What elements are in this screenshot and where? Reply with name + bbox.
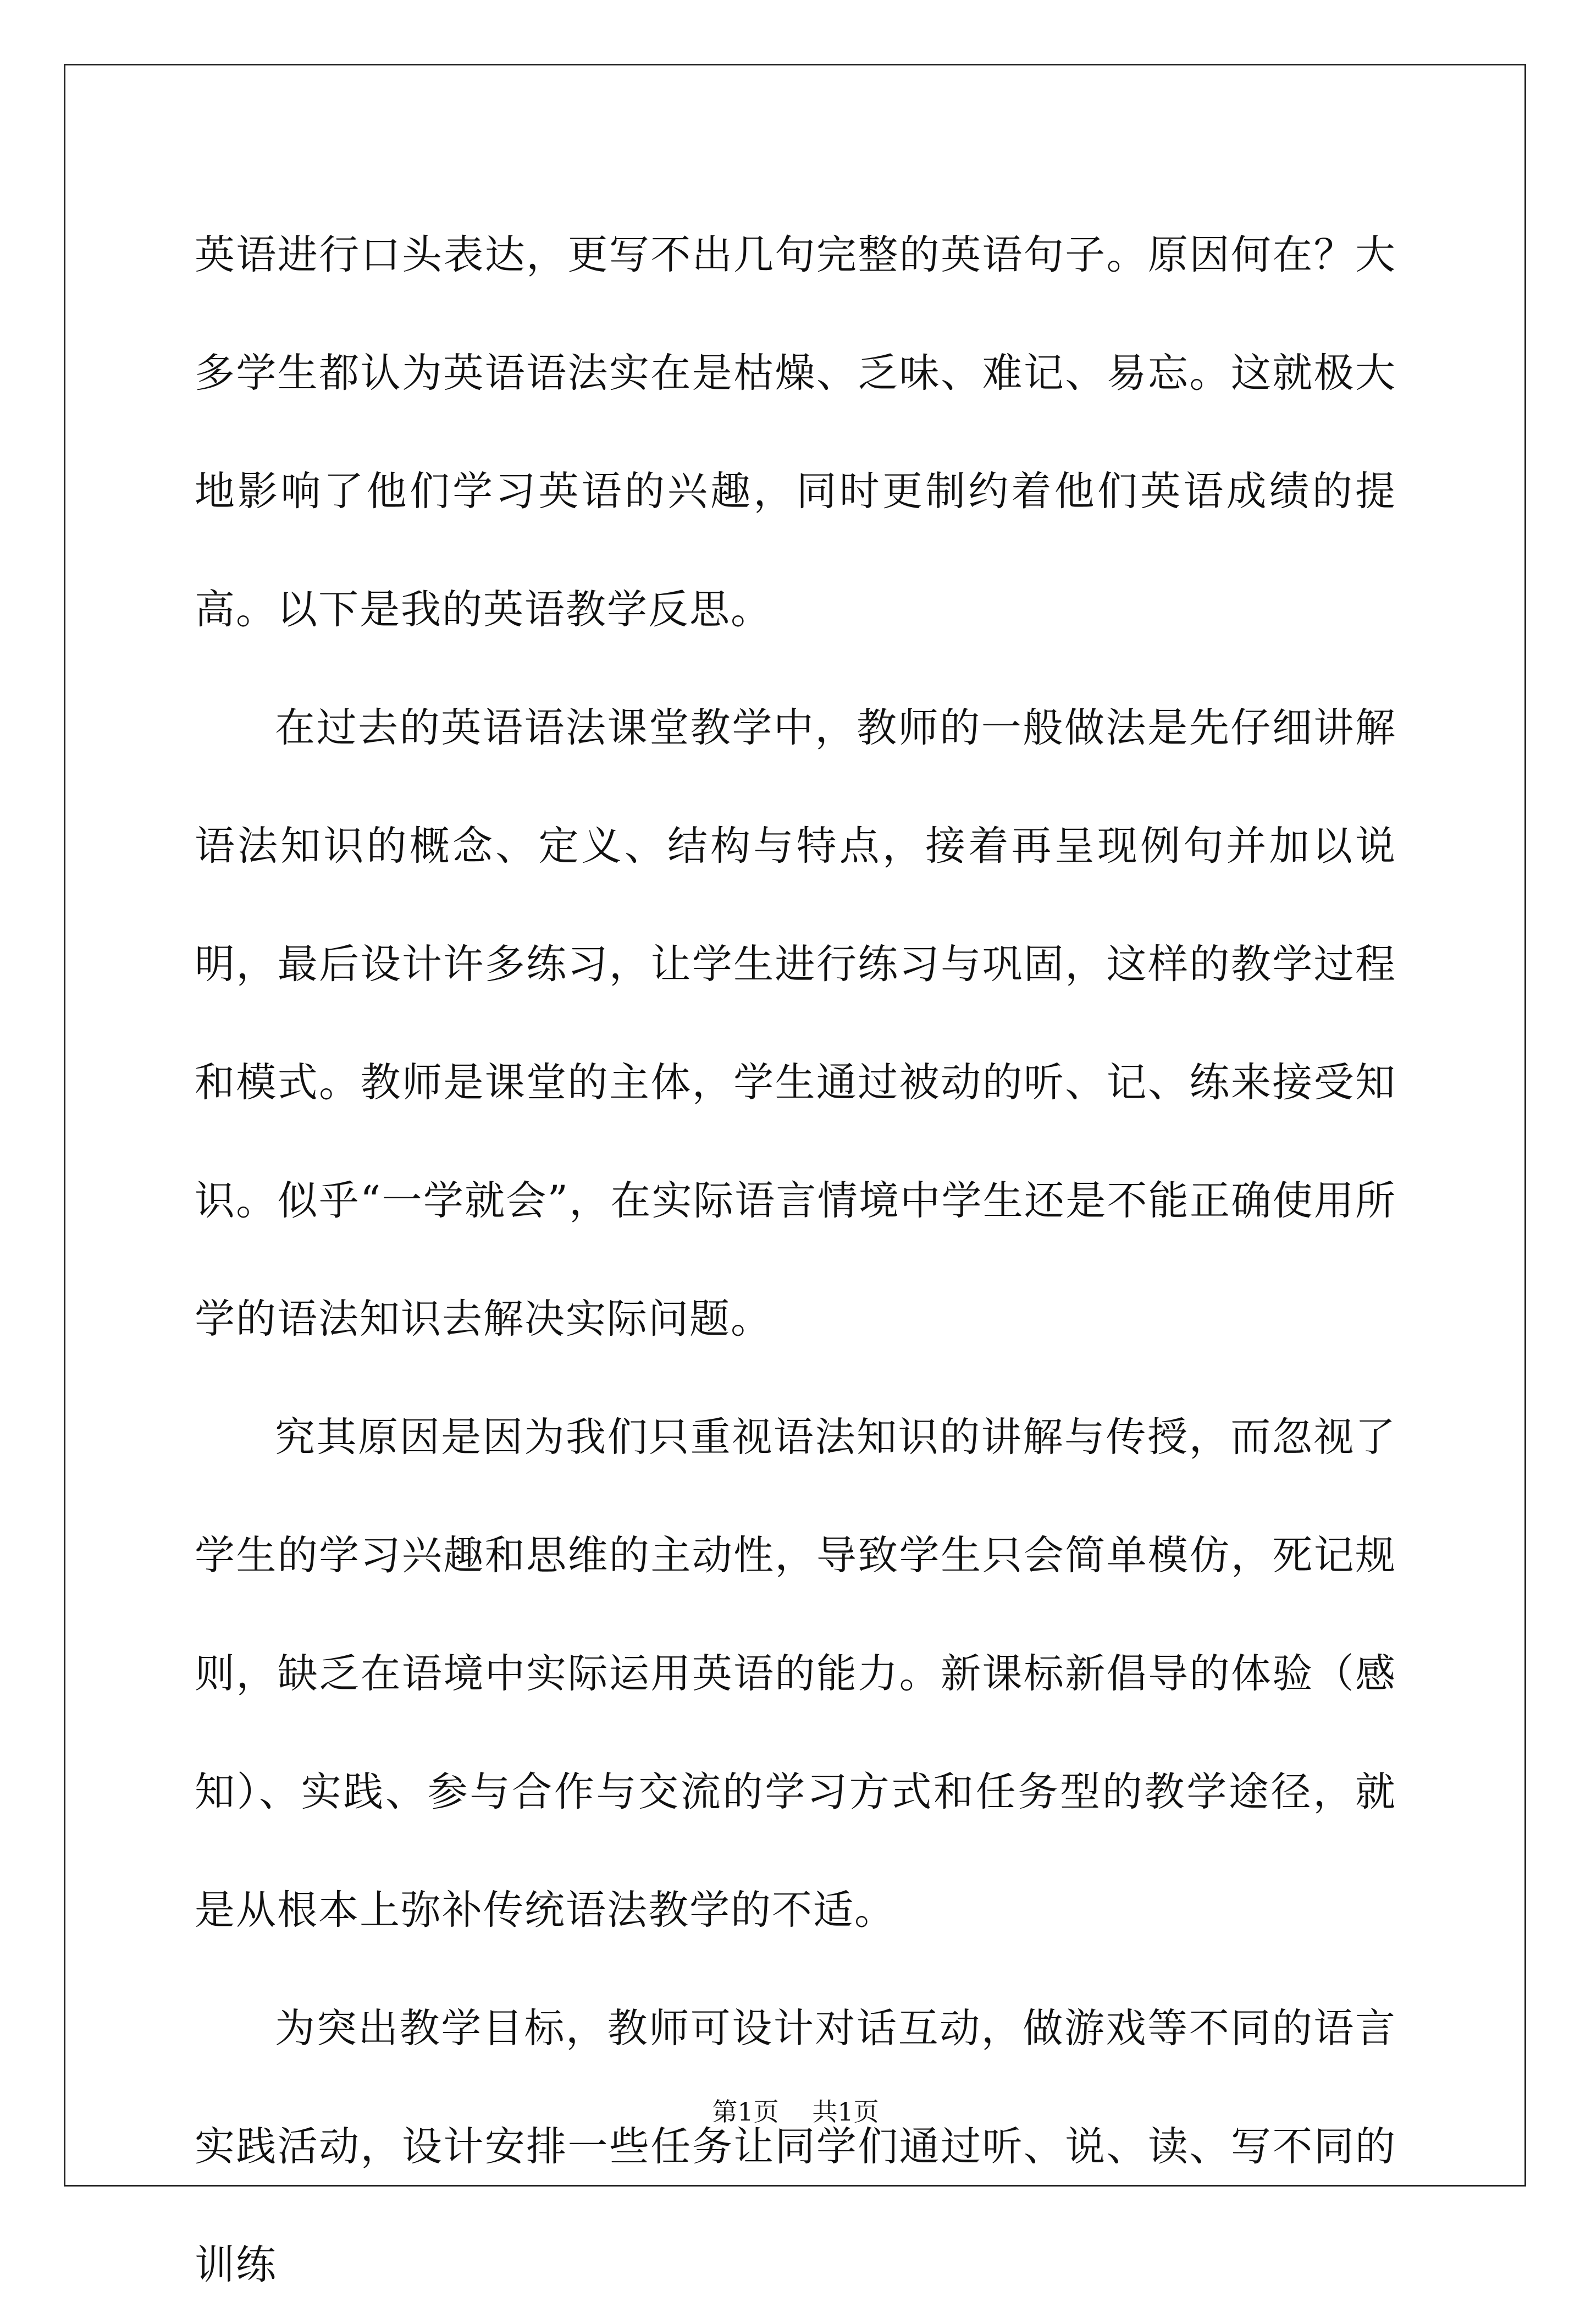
page-footer	[0, 2095, 1591, 2128]
paragraph-4: 为突出教学目标，教师可设计对话互动，做游戏等不同的语言实践活动，设计安排一些任务让同学们通过听、说、读、写不同的训练	[195, 2005, 1396, 2288]
paragraph-2: 在过去的英语语法课堂教学中，教师的一般做法是先仔细讲解语法知识的概念、定义、结构与特点，接着再呈现例句并加以说明，最后设计许多练习，让学生进行练习与巩固，这样的教学过程和模式。教师是课堂的主体，学生通过被动的听、记、练来接受知识。似乎“一学就会”，在实际语言情境中学生还是不能正确使用所学的语法知识去解决实际问题。	[195, 704, 1396, 1342]
document-body	[195, 196, 1396, 2324]
paragraph-1: 英语进行口头表达，更写不出几句完整的英语句子。原因何在？大多学生都认为英语语法实在是枯燥、乏味、难记、易忘。这就极大地影响了他们学习英语的兴趣，同时更制约着他们英语成绩的提高。以下是我的英语教学反思。	[195, 232, 1396, 633]
page-number: 第1页	[712, 2097, 779, 2127]
page-total: 共1页	[812, 2097, 879, 2127]
paragraph-3: 究其原因是因为我们只重视语法知识的讲解与传授，而忽视了学生的学习兴趣和思维的主动性，导致学生只会简单模仿，死记规则，缺乏在语境中实际运用英语的能力。新课标新倡导的体验（感知）、实践、参与合作与交流的学习方式和任务型的教学途径，就是从根本上弥补传统语法教学的不适。	[195, 1414, 1396, 1934]
